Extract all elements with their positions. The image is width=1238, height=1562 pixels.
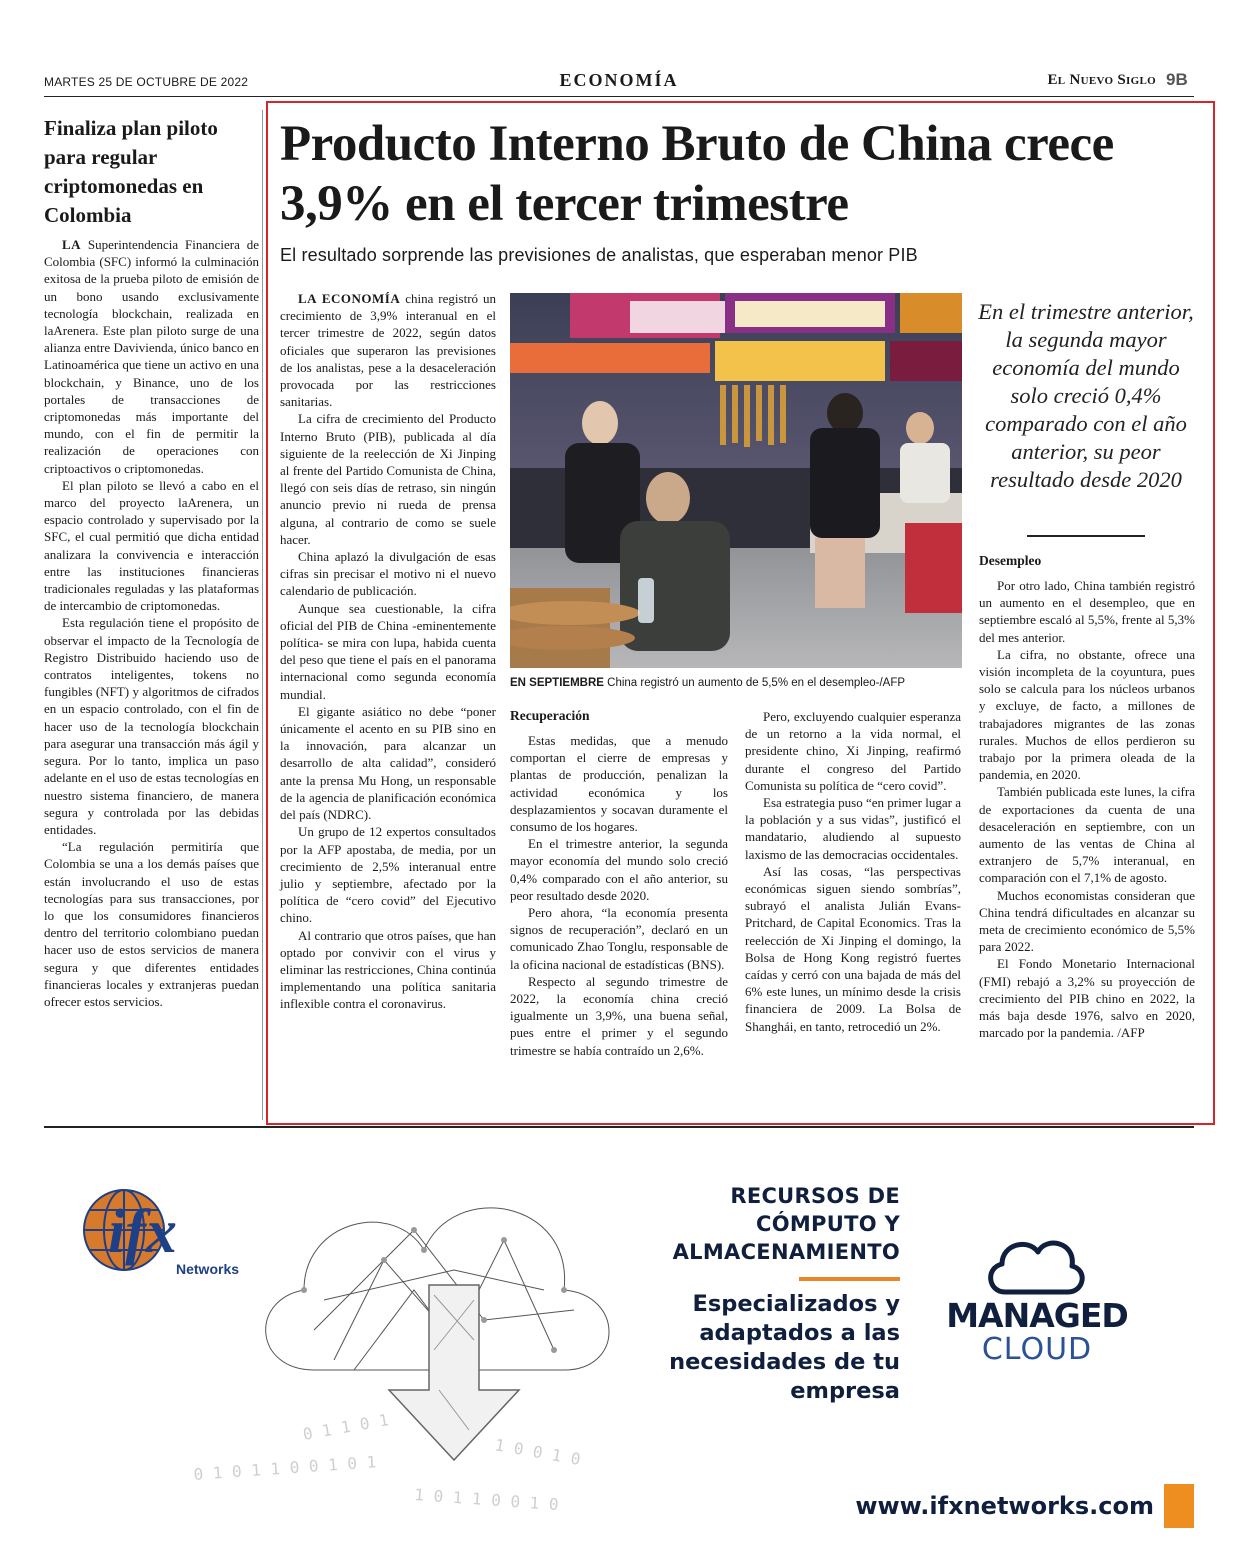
article-paragraph: Respecto al segundo trimestre de 2022, la economía china creció igualmente un 3,9%, una buena señal, pues entre el primer y el segundo trimestre se había contraído un 2,6%.: [510, 973, 728, 1058]
article-paragraph: Aunque sea cuestionable, la cifra oficial del PIB de China -eminentemente política- se mira con lupa, habida cuenta del peso que tiene el país en el panorama internacional como segunda economía mundial.: [280, 600, 496, 702]
article-paragraph: China aplazó la divulgación de esas cifras sin precisar el motivo ni el nuevo calendario de publicación.: [280, 549, 496, 599]
article-paragraph: Por otro lado, China también registró un aumento en el desempleo, que en septiembre escaló al 5,5%, frente al 5,3% del mes anterior.: [979, 578, 1195, 645]
article-paragraph: La cifra de crecimiento del Producto Interno Bruto (PIB), publicada al día siguiente de la reelección de Xi Jinping al frente del Partido Comunista de China, llegó con seis días de retraso, sin ningún anuncio previo ni rueda de prensa alguna, al contrario de como se suele hacer.: [280, 411, 496, 547]
managed-cloud-label-1: MANAGED: [946, 1296, 1128, 1335]
photo-caption: [510, 677, 970, 689]
article-column-1: [280, 290, 496, 1013]
article-paragraph: Un grupo de 12 expertos consultados por la AFP apostaba, de media, por un crecimiento de 2,5% interanual entre julio y septiembre, afectado por la política de “cero covid” del Ejecutivo chino.: [280, 824, 496, 926]
svg-text:1 0 1 1 0 0 1 0: 1 0 1 1 0 0 1 0: [413, 1485, 560, 1515]
article-paragraph: El Fondo Monetario Internacional (FMI) rebajó a 3,2% su proyección de crecimiento del PIB chino en 2022, la más baja desde 1976, salvo en 2020, marcado por la pandemia. /AFP: [979, 956, 1195, 1041]
ad-accent-rule: [799, 1277, 900, 1281]
article-paragraph: La cifra, no obstante, ofrece una visión incompleta de la coyuntura, pues solo se calcula para los núcleos urbanos y excluye, de facto, a millones de trabajadores migrantes de las zonas rurales. Muchos de ellos perdieron su trabajo por la primera oleada de la pandemia, en 2020.: [979, 646, 1195, 783]
page-number: 9B: [1166, 70, 1188, 89]
subhead-desempleo: Desempleo: [979, 553, 1042, 568]
ad-website-link[interactable]: www.ifxnetworks.com: [855, 1492, 1154, 1520]
article-paragraph: Muchos economistas consideran que China tendrá dificultades en alcanzar su meta de crecimiento económico de 5,5% para 2022.: [979, 887, 1195, 955]
side-paragraph: El plan piloto se llevó a cabo en el marco del proyecto laArenera, un espacio controlado y supervisado por la SFC, el cual permitió que dicha entidad analizara la convivencia e interacción entre las instituciones financieras tradicionales reguladas y las plataformas de intercambio de criptomonedas.: [44, 477, 259, 614]
newspaper-name: El Nuevo Siglo: [1047, 72, 1156, 88]
managed-cloud-label-2: CLOUD: [981, 1332, 1093, 1367]
article-paragraph: Al contrario que otros países, que han optado por convivir con el virus y eliminar las restricciones, China continúa implementando una política sanitaria inflexible contra el coronavirus.: [280, 927, 496, 1012]
cloud-upload-network-icon: [154, 1140, 674, 1520]
pull-quote: En el trimestre anterior, la segunda mayor economía del mundo solo creció 0,4% comparado con el año anterior, su peor resultado desde 2020: [978, 299, 1194, 492]
street-food-market-photo: [510, 293, 962, 668]
pull-quote-rule: [1027, 535, 1145, 537]
article-bottom-rule: [44, 1126, 1194, 1128]
svg-text:0 1 0 1 1 0 0 1 0 1: 0 1 0 1 1 0 0 1 0 1: [192, 1452, 377, 1484]
side-paragraph: Esta regulación tiene el propósito de observar el impacto de la Tecnología de Registro Distribuido haciendo uso de contratos inteligentes, tokens no fungibles (NFT) y algoritmos de cifrados en un espacio controlado, con el fin de hacer uso de la tecnología blockchain para asegurar una transacción más ágil y segura. Por lo tanto, implica un paso adelante en el uso de estas tecnologías en nuestro sistema financiero, de manera segura y controlada por las debidas entidades.: [44, 615, 259, 837]
side-article-headline: Finaliza plan piloto para regular criptomonedas en Colombia: [44, 116, 218, 227]
article-column-2: [510, 708, 728, 1059]
article-paragraph: Esa estrategia puso “en primer lugar a la población y a sus vidas”, justificó el mandatario, aludiendo al supuesto laxismo de las democracias occidentales.: [745, 795, 961, 862]
svg-text:0 1 1 0 1: 0 1 1 0 1: [301, 1410, 391, 1444]
issue-date: MARTES 25 DE OCTUBRE DE 2022: [44, 75, 249, 89]
side-paragraph: “La regulación permitiría que Colombia se una a los demás países que están involucrando el uso de estas tecnologías para sus transacciones, por lo que los consumidores financieros dentro del territorio colombiano puedan hacer uso de estos servicios de manera segura y que diferentes entidades financieras locales y extranjeras puedan ofrecer estos servicios.: [44, 839, 259, 1009]
side-paragraph: LA Superintendencia Financiera de Colombia (SFC) informó la culminación exitosa de la prueba piloto de emisión de un bono usando exclusivamente tecnología blockchain, realizada en laArenera. Este plan piloto surge de una alianza entre Davivienda, único banco en Latinoamérica que tiene un activo en una blockchain, y Binance, uno de los portales de transacciones de criptomonedas más importante del mundo, con el fin de permitir la realización de operaciones con criptoactivos o criptomonedas.: [44, 237, 259, 476]
svg-text:Networks: Networks: [176, 1261, 240, 1277]
ad-orange-bar: [1164, 1484, 1194, 1528]
article-lead: LA ECONOMÍA: [298, 291, 401, 306]
article-paragraph: El gigante asiático no debe “poner únicamente el acento en su PIB sino en la innovación, para alcanzar un desarrollo de alta calidad”, consideró ante la prensa Mu Hong, un responsable de la agencia de planificación económica del país (NDRC).: [280, 703, 496, 823]
cloud-icon: [980, 1230, 1090, 1300]
article-paragraph: Pero, excluyendo cualquier esperanza de un retorno a la vida normal, el presidente chino, Xi Jinping, reafirmó durante el congreso del Partido Comunista su política de “cero covid”.: [745, 709, 961, 793]
subhead-recuperacion: Recuperación: [510, 708, 590, 723]
article-paragraph: Pero ahora, “la economía presenta signos de recuperación”, declaró en un comunicado Zhao Tonglu, responsable de la oficina nacional de estadísticas (BNS).: [510, 905, 728, 972]
article-paragraph: En el trimestre anterior, la segunda mayor economía del mundo solo creció 0,4% comparado con el año anterior, su peor resultado desde 2020.: [510, 836, 728, 903]
article-column-4: [979, 553, 1195, 1041]
side-lead-word: LA: [62, 237, 82, 252]
ifx-networks-advertisement[interactable]: [44, 1140, 1194, 1540]
article-column-3: [745, 708, 961, 1035]
section-title: ECONOMÍA: [559, 70, 679, 90]
svg-text:ifx: ifx: [108, 1198, 177, 1266]
header-rule: [44, 96, 1194, 97]
article-paragraph: Así las cosas, “las perspectivas económicas siguen siendo sombrías”, subrayó el analista Julián Evans-Pritchard, de Capital Economics. Tras la reelección de Xi Jinping el domingo, la Bolsa de Hong Kong registró fuertes caídas y cerró con una bajada de más del 6% este lunes, un mínimo desde la crisis financiera de 2009. La Bolsa de Shanghái, en tanto, retrocedió un 2%.: [745, 863, 961, 1034]
side-article-body: [44, 236, 259, 1010]
article-paragraph: Estas medidas, que a menudo comportan el cierre de empresas y plantas de producción, penalizan la actividad económica y los desplazamientos y socavan duramente el consumo de los hogares.: [510, 733, 728, 835]
photo-illustration-icon: [510, 293, 962, 668]
article-paragraph: También publicada este lunes, la cifra de exportaciones da cuenta de una desaceleración en septiembre, con un aumento de las ventas de China al extranjero de 5,7% interanual, en comparación con el 7,1% de agosto.: [979, 784, 1195, 886]
svg-text:1 0 0 1 0: 1 0 0 1 0: [493, 1435, 582, 1469]
main-headline: Producto Interno Bruto de China crece 3,9% en el tercer trimestre: [280, 116, 1114, 232]
ad-title: RECURSOS DE CÓMPUTO Y ALMACENAMIENTO: [672, 1184, 900, 1264]
main-subheadline: El resultado sorprende las previsiones de analistas, que esperaban menor PIB: [280, 245, 918, 265]
caption-label: EN SEPTIEMBRE: [510, 677, 604, 689]
caption-text: China registró un aumento de 5,5% en el desempleo-/AFP: [603, 677, 906, 689]
column-divider: [262, 110, 263, 1120]
article-paragraph: LA ECONOMÍA china registró un crecimiento de 3,9% interanual en el tercer trimestre de 2022, según datos oficiales que superaron las previsiones de los analistas, pese a la desaceleración provocada por las restricciones sanitarias.: [280, 291, 496, 410]
ad-body-text: Especializados y adaptados a las necesidades de tu empresa: [669, 1291, 900, 1404]
